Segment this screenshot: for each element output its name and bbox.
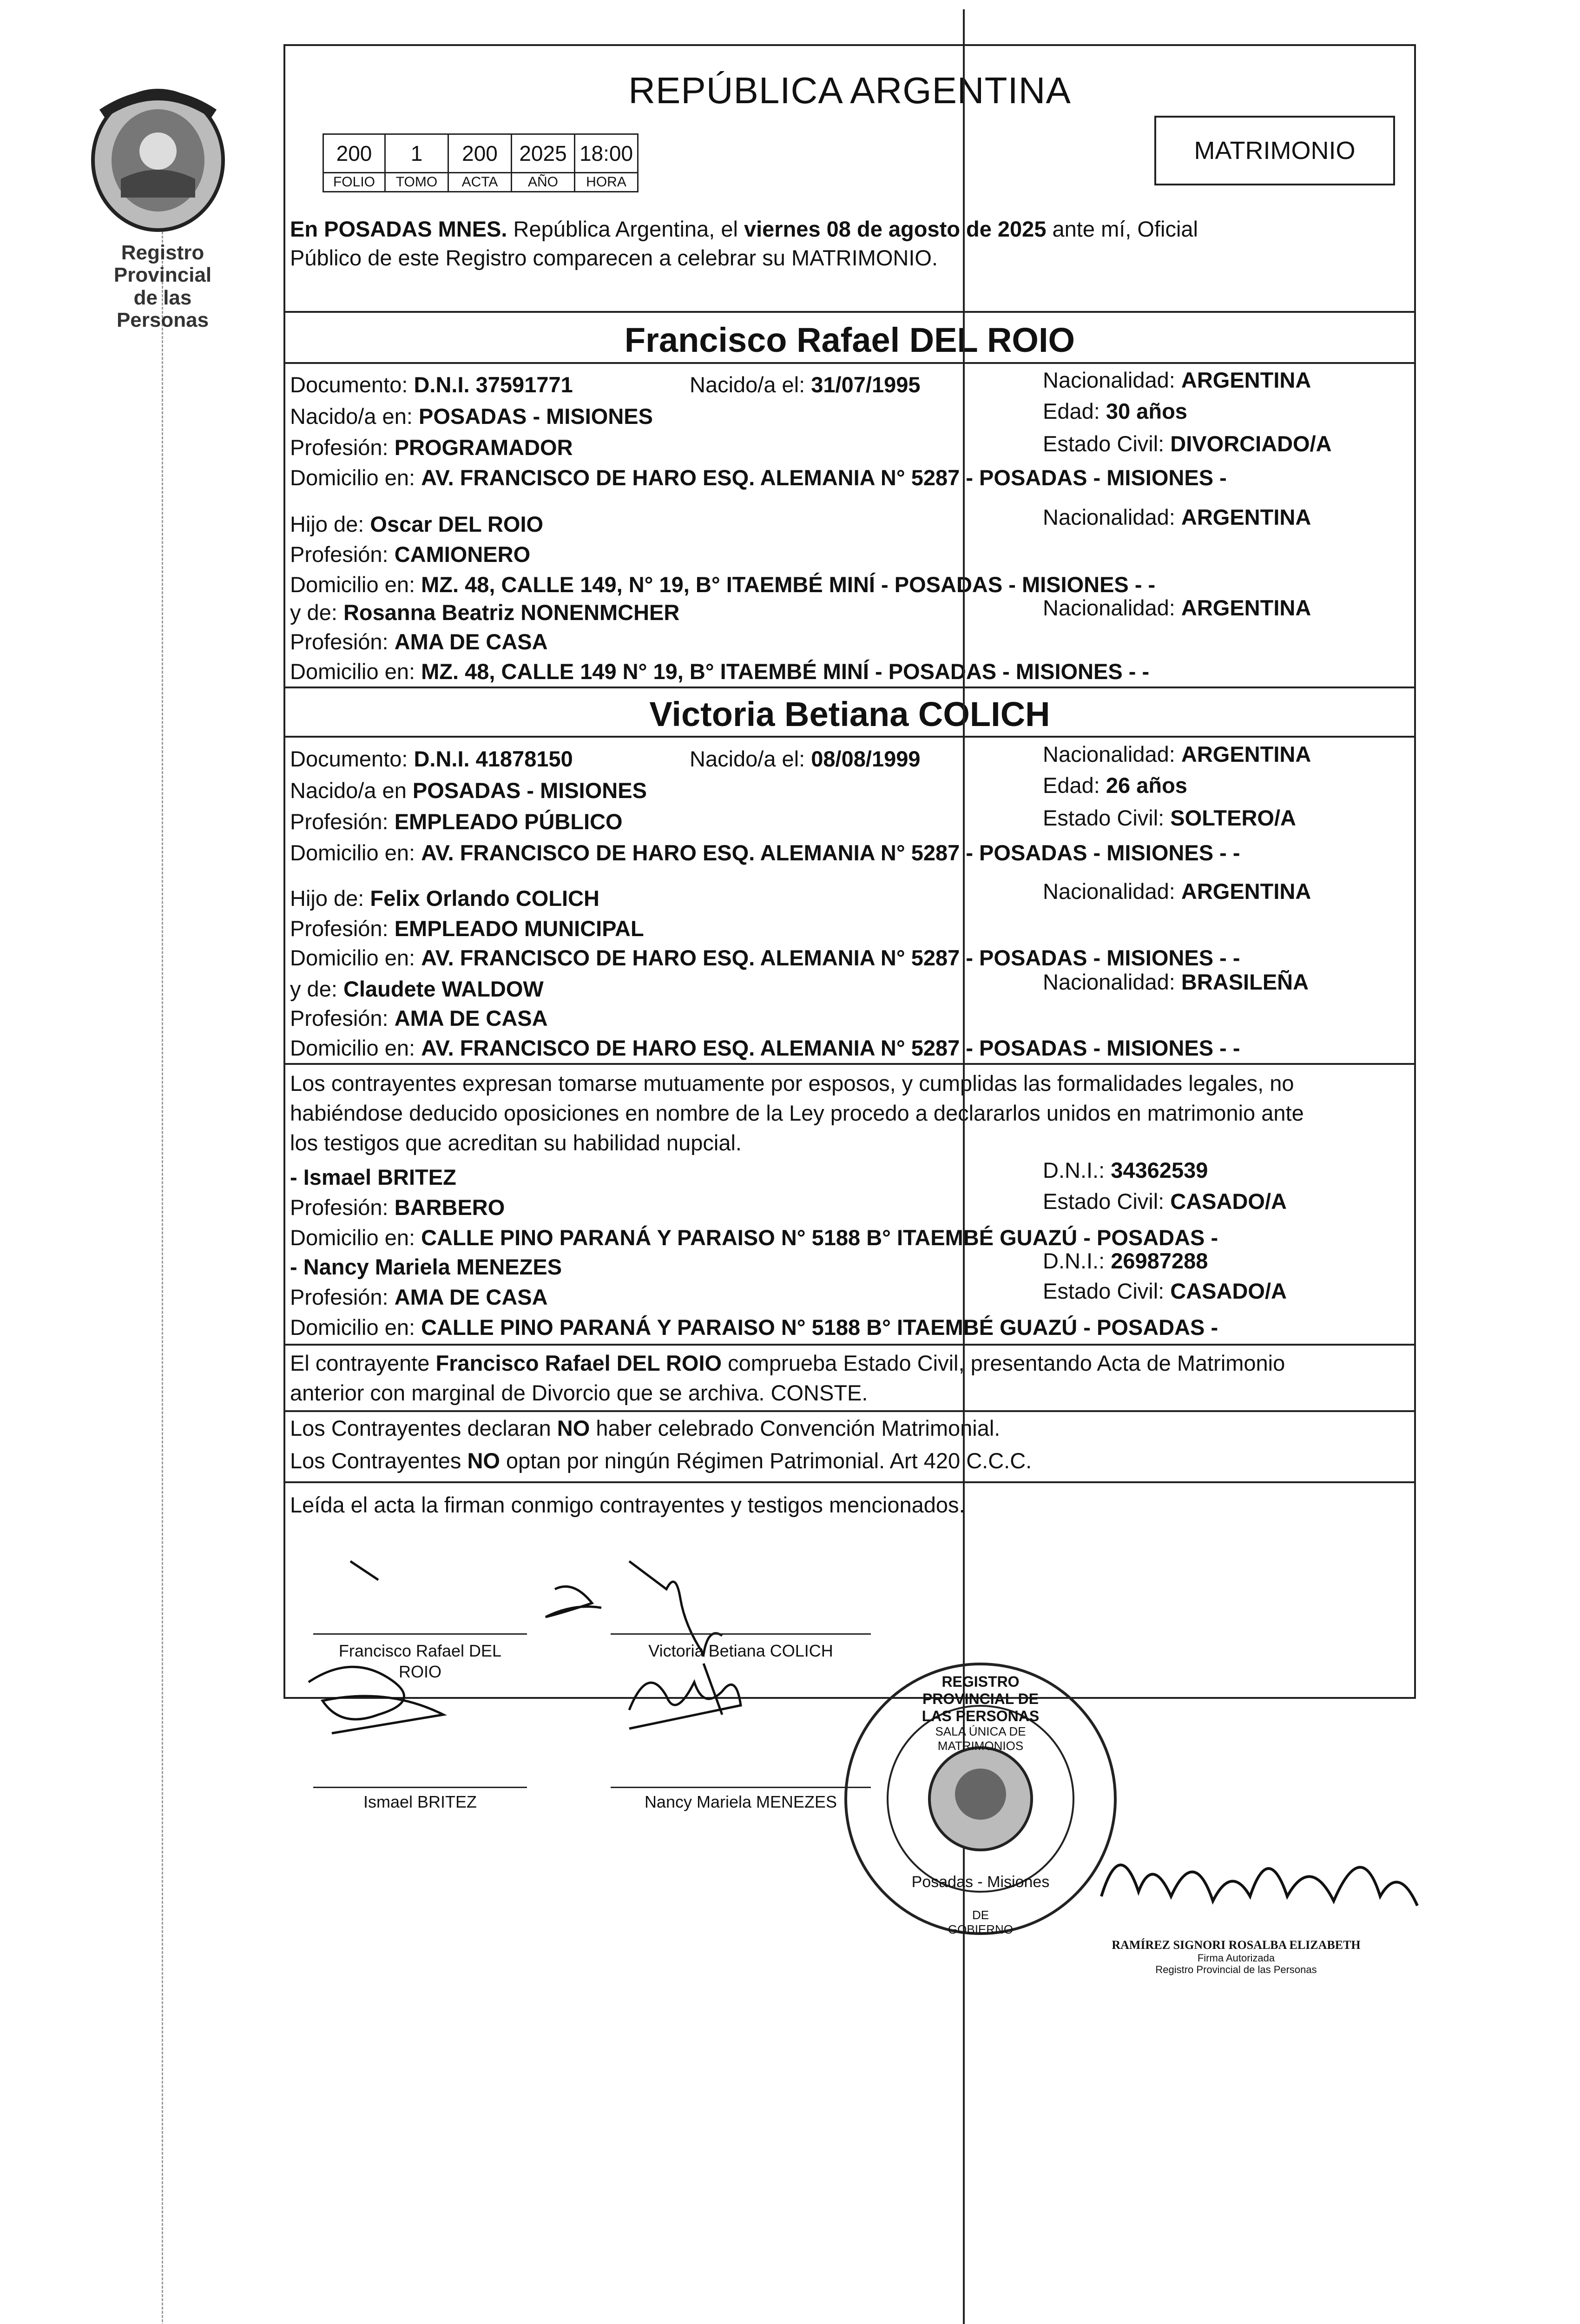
- bride-nacionalidad: Nacionalidad: ARGENTINA: [1043, 742, 1311, 766]
- provincial-seal-icon: [84, 81, 232, 235]
- stamp-inner-text: SALA ÚNICA DE MATRIMONIOS: [935, 1724, 1026, 1753]
- bride-domicilio: Domicilio en: AV. FRANCISCO DE HARO ESQ. ALEMANIA N° 5287 - POSADAS - MISIONES - -: [290, 840, 1240, 865]
- groom-mother-nacionalidad: Nacionalidad: ARGENTINA: [1043, 595, 1311, 620]
- page-title: REPÚBLICA ARGENTINA: [628, 70, 1071, 111]
- record-fields: [323, 133, 639, 192]
- stamp-footer-text: DE GOBIERNO: [948, 1908, 1014, 1936]
- closing-statement: Leída el acta la firman conmigo contrayentes y testigos mencionados.: [290, 1492, 965, 1517]
- civil-note-line1: El contrayente Francisco Rafael DEL ROIO comprueba Estado Civil, presentando Acta de Matrimonio: [290, 1351, 1285, 1375]
- field-tomo: 1 TOMO: [386, 133, 449, 192]
- groom-profesion: Profesión: PROGRAMADOR: [290, 435, 573, 460]
- intro-line1: En POSADAS MNES. República Argentina, el viernes 08 de agosto de 2025 ante mí, Oficial: [290, 217, 1198, 241]
- declaration-line2: habiéndose deducido oposiciones en nombre de la Ley procedo a declararlos unidos en matrimonio ante: [290, 1101, 1304, 1125]
- groom-estado-civil: Estado Civil: DIVORCIADO/A: [1043, 431, 1332, 456]
- witness1-estado-civil: Estado Civil: CASADO/A: [1043, 1189, 1287, 1214]
- field-hora: 18:00 HORA: [575, 133, 639, 192]
- groom-domicilio: Domicilio en: AV. FRANCISCO DE HARO ESQ. ALEMANIA N° 5287 - POSADAS - MISIONES -: [290, 465, 1227, 490]
- witness2-profesion: Profesión: AMA DE CASA: [290, 1285, 548, 1309]
- binding-margin: [162, 139, 163, 2324]
- witness2-dni: D.N.I.: 26987288: [1043, 1248, 1208, 1273]
- witness1-profesion: Profesión: BARBERO: [290, 1195, 505, 1220]
- signature-witness1: Ismael BRITEZ: [363, 1792, 477, 1811]
- witness2-domicilio: Domicilio en: CALLE PINO PARANÁ Y PARAISO N° 5188 B° ITAEMBÉ GUAZÚ - POSADAS -: [290, 1315, 1218, 1340]
- bride-estado-civil: Estado Civil: SOLTERO/A: [1043, 805, 1296, 830]
- witness1-dni: D.N.I.: 34362539: [1043, 1158, 1208, 1182]
- groom-nacionalidad: Nacionalidad: ARGENTINA: [1043, 368, 1311, 392]
- bride-father-domicilio: Domicilio en: AV. FRANCISCO DE HARO ESQ. ALEMANIA N° 5287 - POSADAS - MISIONES - -: [290, 945, 1240, 970]
- convention-line2: Los Contrayentes NO optan por ningún Régimen Patrimonial. Art 420 C.C.C.: [290, 1448, 1032, 1473]
- groom-documento: Documento: D.N.I. 37591771: [290, 372, 573, 397]
- bride-father-profesion: Profesión: EMPLEADO MUNICIPAL: [290, 916, 644, 941]
- witness2-estado-civil: Estado Civil: CASADO/A: [1043, 1279, 1287, 1303]
- signature-bride: Victoria Betiana COLICH: [648, 1641, 833, 1660]
- signature-groom: Francisco Rafael DEL ROIO: [338, 1641, 502, 1681]
- bride-nacido-el: Nacido/a el: 08/08/1999: [690, 746, 921, 771]
- groom-name: Francisco Rafael DEL ROIO: [624, 321, 1075, 359]
- fold-line: [963, 9, 965, 2324]
- bride-nacido-en: Nacido/a en POSADAS - MISIONES: [290, 778, 647, 803]
- declaration-line3: los testigos que acreditan su habilidad nupcial.: [290, 1130, 742, 1155]
- official-role: Firma Autorizada: [1197, 1952, 1275, 1964]
- groom-mother-domicilio: Domicilio en: MZ. 48, CALLE 149 N° 19, B° ITAEMBÉ MINÍ - POSADAS - MISIONES - -: [290, 659, 1150, 684]
- stamp-bottom-text: Posadas - Misiones: [911, 1873, 1050, 1891]
- stamp-outer-text: REGISTRO PROVINCIAL DE LAS PERSONAS: [922, 1673, 1040, 1724]
- field-ano: 2025 AÑO: [512, 133, 575, 192]
- bride-mother-profesion: Profesión: AMA DE CASA: [290, 1006, 548, 1030]
- signature-witness2: Nancy Mariela MENEZES: [644, 1792, 837, 1811]
- field-folio: 200 FOLIO: [323, 133, 386, 192]
- witness2-name: - Nancy Mariela MENEZES: [290, 1254, 562, 1279]
- bride-mother-nacionalidad: Nacionalidad: BRASILEÑA: [1043, 970, 1309, 994]
- bride-name: Victoria Betiana COLICH: [649, 695, 1050, 733]
- bride-edad: Edad: 26 años: [1043, 773, 1187, 798]
- bride-documento: Documento: D.N.I. 41878150: [290, 746, 573, 771]
- groom-nacido-en: Nacido/a en: POSADAS - MISIONES: [290, 404, 653, 429]
- intro-line2: Público de este Registro comparecen a celebrar su MATRIMONIO.: [290, 245, 938, 270]
- official-name: RAMÍREZ SIGNORI ROSALBA ELIZABETH: [1112, 1938, 1361, 1952]
- official-office: Registro Provincial de las Personas: [1155, 1964, 1317, 1976]
- witness1-name: - Ismael BRITEZ: [290, 1165, 456, 1189]
- groom-mother: y de: Rosanna Beatriz NONENMCHER: [290, 600, 680, 625]
- bride-father-nacionalidad: Nacionalidad: ARGENTINA: [1043, 879, 1311, 904]
- bride-mother-domicilio: Domicilio en: AV. FRANCISCO DE HARO ESQ. ALEMANIA N° 5287 - POSADAS - MISIONES - -: [290, 1036, 1240, 1060]
- convention-line1: Los Contrayentes declaran NO haber celebrado Convención Matrimonial.: [290, 1416, 1001, 1440]
- groom-father-nacionalidad: Nacionalidad: ARGENTINA: [1043, 505, 1311, 529]
- declaration-line1: Los contrayentes expresan tomarse mutuamente por esposos, y cumplidas las formalidades legales, no: [290, 1071, 1294, 1096]
- record-type-box: MATRIMONIO: [1154, 116, 1395, 185]
- official-credentials: [1106, 1938, 1366, 1975]
- bride-profesion: Profesión: EMPLEADO PÚBLICO: [290, 809, 623, 834]
- official-stamp: [836, 1655, 1125, 1943]
- registry-name-line2: de las Personas: [116, 286, 209, 332]
- groom-father-domicilio: Domicilio en: MZ. 48, CALLE 149, N° 19, B° ITAEMBÉ MINÍ - POSADAS - MISIONES - -: [290, 572, 1156, 597]
- witness1-domicilio: Domicilio en: CALLE PINO PARANÁ Y PARAISO N° 5188 B° ITAEMBÉ GUAZÚ - POSADAS -: [290, 1225, 1218, 1250]
- civil-note-line2: anterior con marginal de Divorcio que se archiva. CONSTE.: [290, 1380, 868, 1405]
- groom-father-profesion: Profesión: CAMIONERO: [290, 542, 531, 567]
- bride-mother: y de: Claudete WALDOW: [290, 977, 544, 1001]
- official-signature: [1092, 1827, 1427, 1938]
- bride-father: Hijo de: Felix Orlando COLICH: [290, 886, 599, 911]
- groom-nacido-el: Nacido/a el: 31/07/1995: [690, 372, 921, 397]
- groom-edad: Edad: 30 años: [1043, 399, 1187, 423]
- registry-name-line1: Registro Provincial: [113, 241, 212, 287]
- groom-mother-profesion: Profesión: AMA DE CASA: [290, 629, 548, 654]
- field-acta: 200 ACTA: [449, 133, 512, 192]
- registry-logo: [84, 81, 232, 332]
- groom-father: Hijo de: Oscar DEL ROIO: [290, 512, 544, 536]
